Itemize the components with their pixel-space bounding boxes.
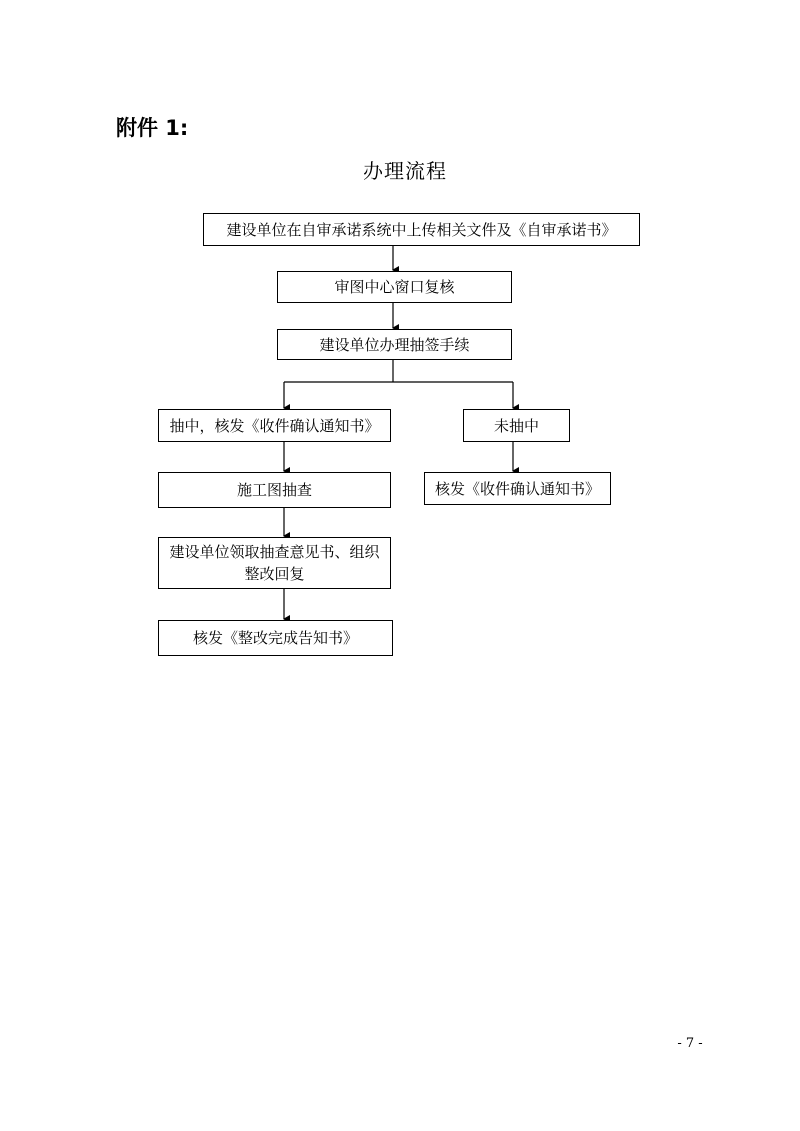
step-window-review: 审图中心窗口复核 bbox=[277, 271, 512, 303]
step-not-selected: 未抽中 bbox=[463, 409, 570, 442]
step-receive-opinion: 建设单位领取抽查意见书、组织整改回复 bbox=[158, 537, 391, 589]
step-spot-check: 施工图抽查 bbox=[158, 472, 391, 508]
step-issue-completion-notice: 核发《整改完成告知书》 bbox=[158, 620, 393, 656]
step-selected-issue-receipt: 抽中，核发《收件确认通知书》 bbox=[158, 409, 391, 442]
flowchart-title: 办理流程 bbox=[363, 159, 447, 183]
step-issue-receipt: 核发《收件确认通知书》 bbox=[424, 472, 611, 505]
step-lottery: 建设单位办理抽签手续 bbox=[277, 329, 512, 360]
attachment-label: 附件 1: bbox=[116, 116, 189, 140]
step-upload-documents: 建设单位在自审承诺系统中上传相关文件及《自审承诺书》 bbox=[203, 213, 640, 246]
page-number: - 7 - bbox=[677, 1036, 703, 1051]
